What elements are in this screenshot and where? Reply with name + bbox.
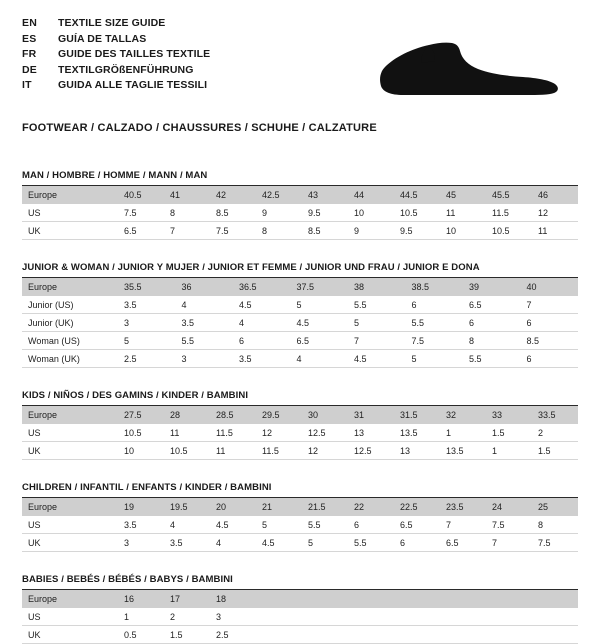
cell: 33.5 (532, 406, 578, 424)
cell: 7 (521, 296, 579, 314)
row-label: UK (22, 222, 118, 240)
cell: 7 (440, 516, 486, 534)
cell: 5 (291, 296, 349, 314)
cell: 45.5 (486, 186, 532, 204)
cell: 6 (348, 516, 394, 534)
size-table-kids (22, 406, 578, 460)
cell-empty (486, 608, 532, 626)
cell-empty (348, 626, 394, 644)
cell: 40.5 (118, 186, 164, 204)
cell: 31.5 (394, 406, 440, 424)
table-row (22, 314, 578, 332)
cell: 41 (164, 186, 210, 204)
section-title: CHILDREN / INFANTIL / ENFANTS / KINDER / BAMBINI (22, 482, 578, 498)
cell: 10 (440, 222, 486, 240)
cell: 23.5 (440, 498, 486, 516)
table-row (22, 278, 578, 296)
cell: 7.5 (406, 332, 464, 350)
cell: 33 (486, 406, 532, 424)
cell: 12.5 (302, 424, 348, 442)
cell-empty (440, 590, 486, 608)
cell: 3 (210, 608, 256, 626)
cell: 5 (406, 350, 464, 368)
table-row (22, 442, 578, 460)
cell: 5 (118, 332, 176, 350)
cell: 9.5 (394, 222, 440, 240)
cell: 21.5 (302, 498, 348, 516)
cell: 1.5 (486, 424, 532, 442)
cell: 13 (394, 442, 440, 460)
cell: 36 (176, 278, 234, 296)
row-label: UK (22, 442, 118, 460)
language-code: FR (22, 48, 37, 60)
language-title: GUIDE DES TAILLES TEXTILE (58, 48, 211, 60)
cell: 30 (302, 406, 348, 424)
cell: 44.5 (394, 186, 440, 204)
cell: 5.5 (302, 516, 348, 534)
cell: 17 (164, 590, 210, 608)
footwear-title: FOOTWEAR / CALZADO / CHAUSSURES / SCHUHE / CALZATURE (22, 122, 377, 134)
language-row (22, 32, 210, 48)
cell: 8 (532, 516, 578, 534)
cell: 3 (118, 534, 164, 552)
cell-empty (486, 590, 532, 608)
cell: 13 (348, 424, 394, 442)
cell: 4.5 (291, 314, 349, 332)
cell: 46 (532, 186, 578, 204)
cell: 2 (164, 608, 210, 626)
cell: 5.5 (406, 314, 464, 332)
cell: 4 (233, 314, 291, 332)
cell: 8 (463, 332, 521, 350)
cell: 5.5 (176, 332, 234, 350)
cell: 10.5 (486, 222, 532, 240)
cell: 4 (210, 534, 256, 552)
cell: 2.5 (118, 350, 176, 368)
cell: 4 (176, 296, 234, 314)
cell: 3 (176, 350, 234, 368)
section-junior-woman (22, 262, 578, 368)
cell-empty (256, 590, 302, 608)
language-code: EN (22, 17, 37, 29)
language-title-list (22, 16, 210, 94)
cell: 2 (532, 424, 578, 442)
row-label: US (22, 516, 118, 534)
cell: 8 (256, 222, 302, 240)
row-label: Europe (22, 590, 118, 608)
language-row (22, 47, 210, 63)
cell: 7 (348, 332, 406, 350)
cell: 1.5 (164, 626, 210, 644)
cell: 6 (394, 534, 440, 552)
cell: 3.5 (118, 296, 176, 314)
language-row (22, 16, 210, 32)
cell-empty (532, 590, 578, 608)
cell: 4.5 (233, 296, 291, 314)
cell-empty (394, 590, 440, 608)
cell-empty (348, 608, 394, 626)
cell: 10.5 (164, 442, 210, 460)
table-row (22, 296, 578, 314)
cell: 1 (486, 442, 532, 460)
language-title: GUÍA DE TALLAS (58, 32, 147, 45)
cell: 38 (348, 278, 406, 296)
table-row (22, 350, 578, 368)
size-table-children (22, 498, 578, 552)
cell: 21 (256, 498, 302, 516)
cell: 9.5 (302, 204, 348, 222)
cell: 12 (532, 204, 578, 222)
cell: 5.5 (463, 350, 521, 368)
cell: 27.5 (118, 406, 164, 424)
cell: 43 (302, 186, 348, 204)
cell: 9 (348, 222, 394, 240)
cell: 7.5 (210, 222, 256, 240)
cell: 8 (164, 204, 210, 222)
row-label: Woman (US) (22, 332, 118, 350)
cell: 19 (118, 498, 164, 516)
cell: 4 (291, 350, 349, 368)
cell: 3.5 (118, 516, 164, 534)
section-kids (22, 390, 578, 460)
cell: 36.5 (233, 278, 291, 296)
cell: 3.5 (164, 534, 210, 552)
cell: 38.5 (406, 278, 464, 296)
language-code: DE (22, 63, 37, 76)
cell: 5.5 (348, 534, 394, 552)
row-label: Europe (22, 498, 118, 516)
table-row (22, 498, 578, 516)
cell-empty (256, 608, 302, 626)
cell: 25 (532, 498, 578, 516)
language-code: ES (22, 32, 37, 45)
table-row (22, 204, 578, 222)
cell: 11 (210, 442, 256, 460)
cell: 42.5 (256, 186, 302, 204)
size-table-junior-woman (22, 278, 578, 368)
cell: 45 (440, 186, 486, 204)
cell: 11.5 (486, 204, 532, 222)
cell: 5 (348, 314, 406, 332)
cell: 11 (532, 222, 578, 240)
cell-empty (486, 626, 532, 644)
cell-empty (440, 626, 486, 644)
cell: 5.5 (348, 296, 406, 314)
cell: 28 (164, 406, 210, 424)
cell: 9 (256, 204, 302, 222)
cell-empty (302, 590, 348, 608)
row-label: Junior (UK) (22, 314, 118, 332)
cell-empty (256, 626, 302, 644)
cell: 3.5 (233, 350, 291, 368)
row-label: Junior (US) (22, 296, 118, 314)
cell-empty (532, 626, 578, 644)
cell: 1.5 (532, 442, 578, 460)
cell: 11 (440, 204, 486, 222)
language-row (22, 78, 210, 94)
cell: 19.5 (164, 498, 210, 516)
table-row (22, 626, 578, 644)
cell: 6 (521, 314, 579, 332)
header (22, 16, 578, 108)
cell-empty (394, 626, 440, 644)
cell: 22.5 (394, 498, 440, 516)
cell: 5 (256, 516, 302, 534)
cell: 1 (118, 608, 164, 626)
row-label: US (22, 608, 118, 626)
section-title: JUNIOR & WOMAN / JUNIOR Y MUJER / JUNIOR ET FEMME / JUNIOR UND FRAU / JUNIOR E DONA (22, 262, 578, 278)
cell: 6.5 (440, 534, 486, 552)
cell: 8.5 (521, 332, 579, 350)
size-table-man (22, 186, 578, 240)
cell: 39 (463, 278, 521, 296)
cell: 16 (118, 590, 164, 608)
cell: 35.5 (118, 278, 176, 296)
cell: 44 (348, 186, 394, 204)
language-row (22, 63, 210, 79)
cell: 6.5 (394, 516, 440, 534)
cell: 24 (486, 498, 532, 516)
cell: 13.5 (394, 424, 440, 442)
cell: 7 (486, 534, 532, 552)
cell: 8.5 (210, 204, 256, 222)
row-label: Europe (22, 406, 118, 424)
cell: 6 (521, 350, 579, 368)
section-title: KIDS / NIÑOS / DES GAMINS / KINDER / BAMBINI (22, 390, 578, 406)
cell: 4 (164, 516, 210, 534)
section-children (22, 482, 578, 552)
cell: 5 (302, 534, 348, 552)
cell-empty (440, 608, 486, 626)
cell: 10.5 (394, 204, 440, 222)
cell: 3.5 (176, 314, 234, 332)
table-row (22, 424, 578, 442)
cell: 13.5 (440, 442, 486, 460)
cell: 1 (440, 424, 486, 442)
section-title: MAN / HOMBRE / HOMME / MANN / MAN (22, 170, 578, 186)
table-row (22, 332, 578, 350)
cell: 32 (440, 406, 486, 424)
cell: 20 (210, 498, 256, 516)
cell: 6.5 (118, 222, 164, 240)
cell: 7 (164, 222, 210, 240)
table-row (22, 186, 578, 204)
cell-empty (532, 608, 578, 626)
cell: 11 (164, 424, 210, 442)
cell: 6 (463, 314, 521, 332)
cell: 18 (210, 590, 256, 608)
cell: 6 (233, 332, 291, 350)
row-label: US (22, 424, 118, 442)
table-row (22, 516, 578, 534)
cell: 37.5 (291, 278, 349, 296)
cell: 0.5 (118, 626, 164, 644)
row-label: US (22, 204, 118, 222)
cell: 22 (348, 498, 394, 516)
size-table-babies (22, 590, 578, 644)
cell: 4.5 (210, 516, 256, 534)
cell: 12 (302, 442, 348, 460)
section-babies (22, 574, 578, 644)
cell: 7.5 (532, 534, 578, 552)
section-title: BABIES / BEBÉS / BÉBÉS / BABYS / BAMBINI (22, 574, 578, 590)
table-row (22, 222, 578, 240)
cell: 7.5 (486, 516, 532, 534)
cell: 2.5 (210, 626, 256, 644)
section-man (22, 170, 578, 240)
language-title: GUIDA ALLE TAGLIE TESSILI (58, 79, 208, 91)
cell: 29.5 (256, 406, 302, 424)
cell: 7.5 (118, 204, 164, 222)
cell: 8.5 (302, 222, 348, 240)
cell: 42 (210, 186, 256, 204)
cell: 10.5 (118, 424, 164, 442)
cell: 12 (256, 424, 302, 442)
table-row (22, 608, 578, 626)
language-title: TEXTILE SIZE GUIDE (58, 17, 166, 29)
row-label: Europe (22, 186, 118, 204)
cell: 28.5 (210, 406, 256, 424)
cell: 4.5 (256, 534, 302, 552)
row-label: UK (22, 626, 118, 644)
row-label: Woman (UK) (22, 350, 118, 368)
dress-shoe-icon (368, 30, 568, 108)
cell: 3 (118, 314, 176, 332)
cell: 6.5 (291, 332, 349, 350)
cell: 12.5 (348, 442, 394, 460)
language-code: IT (22, 79, 32, 91)
language-title: TEXTILGRÖßENFÜHRUNG (58, 63, 194, 76)
cell: 6 (406, 296, 464, 314)
table-row (22, 406, 578, 424)
cell: 10 (118, 442, 164, 460)
cell-empty (348, 590, 394, 608)
cell: 11.5 (210, 424, 256, 442)
table-row (22, 590, 578, 608)
row-label: Europe (22, 278, 118, 296)
table-row (22, 534, 578, 552)
cell-empty (302, 626, 348, 644)
cell: 10 (348, 204, 394, 222)
row-label: UK (22, 534, 118, 552)
cell: 31 (348, 406, 394, 424)
cell: 4.5 (348, 350, 406, 368)
cell: 40 (521, 278, 579, 296)
cell: 11.5 (256, 442, 302, 460)
cell-empty (394, 608, 440, 626)
cell: 6.5 (463, 296, 521, 314)
cell-empty (302, 608, 348, 626)
